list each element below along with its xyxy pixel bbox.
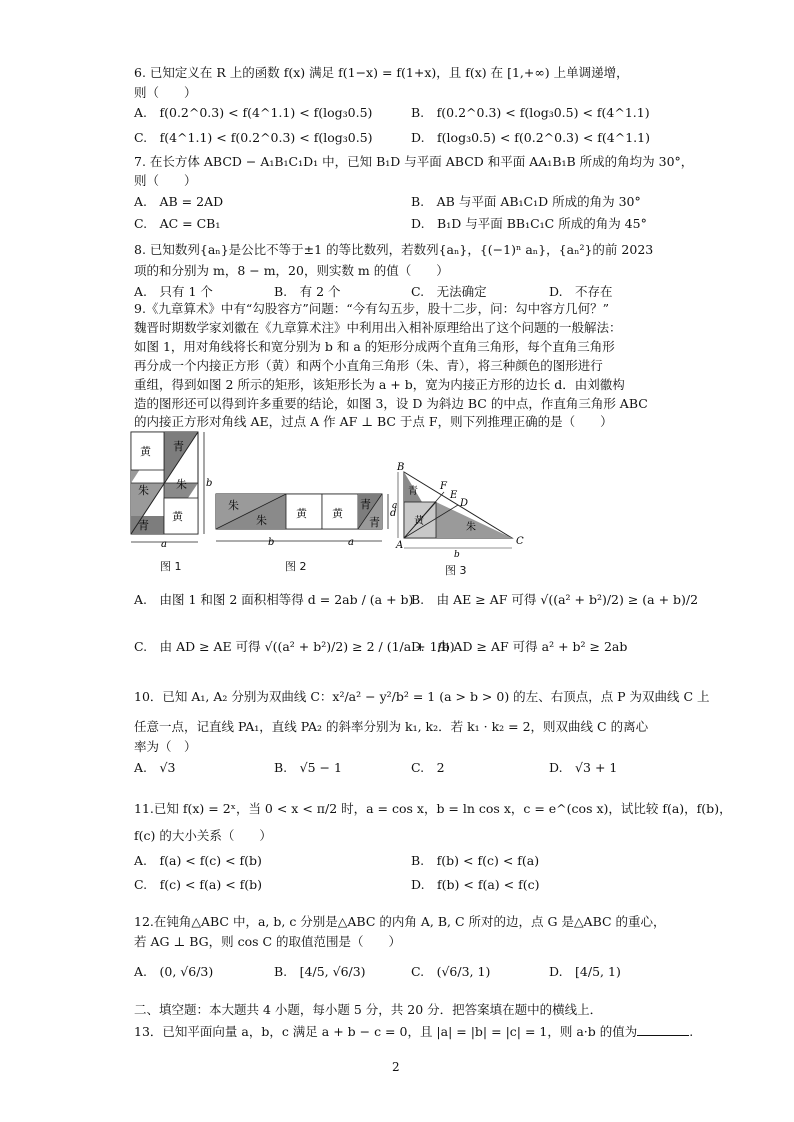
q13-text: 13．已知平面向量 a，b，c 满足 a + b − c = 0，且 |a| = |b| = |c| = 1，则 a·b 的值为 bbox=[134, 1024, 638, 1039]
fig1-label-qing-2: 青 bbox=[138, 519, 149, 532]
figure-2-caption: 图 2 bbox=[285, 560, 307, 573]
q9-line-7: 的内接正方形对角线 AE，过点 A 作 AF ⊥ BC 于点 F，则下列推理正确的是（ ） bbox=[134, 414, 613, 429]
fig3-point-f: F bbox=[440, 481, 447, 492]
q9-line-2: 魏晋时期数学家刘徽在《九章算术注》中利用出入相补原理给出了这个问题的一般解法： bbox=[134, 320, 622, 335]
fig3-label-b: b bbox=[454, 550, 460, 560]
q10-stem-2: 任意一点，记直线 PA₁，直线 PA₂ 的斜率分别为 k₁, k₂．若 k₁ · k₂ = 2，则双曲线 C 的离心 bbox=[134, 719, 649, 734]
fig2-label-b: b bbox=[268, 537, 275, 548]
q9-option-c: C. 由 AD ≥ AE 可得 √((a² + b²)/2) ≥ 2 / (1/a + 1/b) bbox=[134, 639, 455, 654]
fig2-label-d: d bbox=[390, 508, 396, 519]
q9-line-5: 重组，得到如图 2 所示的矩形，该矩形长为 a + b，宽为内接正方形的边长 d．由刘徽构 bbox=[134, 377, 625, 392]
fig3-label-a: a bbox=[392, 501, 398, 511]
fig3-point-e: E bbox=[450, 490, 458, 501]
q7-option-c: C. AC = CB₁ bbox=[134, 216, 221, 231]
q11-stem-2: f(c) 的大小关系（ ） bbox=[134, 828, 272, 843]
figure-2 bbox=[212, 490, 396, 550]
figure-3-caption: 图 3 bbox=[445, 564, 467, 577]
q11-option-b: B. f(b) < f(c) < f(a) bbox=[411, 853, 540, 868]
fig1-label-zhu-2: 朱 bbox=[176, 478, 187, 491]
q6-option-d: D. f(log₃0.5) < f(0.2^0.3) < f(4^1.1) bbox=[411, 130, 650, 145]
fig1-label-a: a bbox=[161, 539, 167, 548]
q10-option-c: C. 2 bbox=[411, 760, 445, 775]
fig3-point-a: A bbox=[396, 540, 404, 551]
q12-option-a: A. (0, √6/3) bbox=[134, 964, 214, 979]
q9-option-a: A. 由图 1 和图 2 面积相等得 d = 2ab / (a + b) bbox=[134, 592, 414, 607]
q10-option-b: B. √5 − 1 bbox=[274, 760, 342, 775]
figure-3 bbox=[392, 458, 530, 560]
q12-option-c: C. (√6/3, 1) bbox=[411, 964, 491, 979]
q12-option-d: D. [4/5, 1) bbox=[549, 964, 621, 979]
fig1-label-huang-2: 黄 bbox=[172, 510, 183, 523]
section-2-heading: 二、填空题：本大题共 4 小题，每小题 5 分，共 20 分．把答案填在题中的横线上． bbox=[134, 1002, 603, 1017]
fig2-label-a: a bbox=[348, 537, 354, 548]
q7-option-a: A. AB = 2AD bbox=[134, 194, 224, 209]
q7-option-d: D. B₁D 与平面 BB₁C₁C 所成的角为 45° bbox=[411, 216, 647, 231]
q12-option-b: B. [4/5, √6/3) bbox=[274, 964, 366, 979]
q7-stem-1: 7. 在长方体 ABCD − A₁B₁C₁D₁ 中，已知 B₁D 与平面 ABCD 和平面 AA₁B₁B 所成的角均为 30°， bbox=[134, 154, 694, 169]
q13-answer-blank[interactable] bbox=[637, 1023, 689, 1036]
q6-stem-2: 则（ ） bbox=[134, 85, 197, 100]
fig3-label-huang: 黄 bbox=[414, 516, 424, 527]
q11-stem-1: 11.已知 f(x) = 2ˣ，当 0 < x < π/2 时，a = cos x，b = ln cos x，c = e^(cos x)，试比较 f(a)，f(b)， bbox=[134, 801, 732, 816]
q8-option-d: D. 不存在 bbox=[549, 284, 613, 299]
q8-option-b: B. 有 2 个 bbox=[274, 284, 341, 299]
q9-line-6: 造的图形还可以得到许多重要的结论，如图 3，设 D 为斜边 BC 的中点，作直角三角形 ABC bbox=[134, 396, 648, 411]
q11-option-a: A. f(a) < f(c) < f(b) bbox=[134, 853, 262, 868]
q9-option-b: B. 由 AE ≥ AF 可得 √((a² + b²)/2) ≥ (a + b)/2 bbox=[411, 592, 699, 607]
fig3-point-c: C bbox=[516, 536, 524, 547]
figure-1 bbox=[126, 428, 216, 548]
q8-option-c: C. 无法确定 bbox=[411, 284, 487, 299]
q12-stem-2: 若 AG ⊥ BG，则 cos C 的取值范围是（ ） bbox=[134, 934, 402, 949]
q8-stem-1: 8. 已知数列{aₙ}是公比不等于±1 的等比数列，若数列{aₙ}，{(−1)ⁿ aₙ}，{aₙ²}的前 2023 bbox=[134, 242, 654, 257]
q13-end: . bbox=[689, 1024, 694, 1039]
q6-option-b: B. f(0.2^0.3) < f(log₃0.5) < f(4^1.1) bbox=[411, 105, 650, 120]
q11-option-c: C. f(c) < f(a) < f(b) bbox=[134, 877, 263, 892]
fig3-label-zhu: 朱 bbox=[466, 522, 476, 533]
fig2-label-qing-1: 青 bbox=[360, 498, 371, 511]
page-number: 2 bbox=[392, 1060, 400, 1074]
q8-option-a: A. 只有 1 个 bbox=[134, 284, 213, 299]
figure-1-caption: 图 1 bbox=[160, 560, 182, 573]
q9-line-1: 9.《九章算术》中有“勾股容方”问题：“今有勾五步，股十二步，问：勾中容方几何？” bbox=[134, 301, 609, 316]
q6-stem-1: 6. 已知定义在 R 上的函数 f(x) 满足 f(1−x) = f(1+x)，且 f(x) 在 [1,+∞) 上单调递增， bbox=[134, 65, 629, 80]
q10-option-d: D. √3 + 1 bbox=[549, 760, 618, 775]
q11-option-d: D. f(b) < f(a) < f(c) bbox=[411, 877, 540, 892]
q13-stem bbox=[134, 1023, 693, 1041]
fig1-label-qing-1: 青 bbox=[173, 440, 184, 453]
q6-option-c: C. f(4^1.1) < f(0.2^0.3) < f(log₃0.5) bbox=[134, 130, 373, 145]
fig3-point-b: B bbox=[397, 462, 405, 473]
q12-stem-1: 12.在钝角△ABC 中，a, b, c 分别是△ABC 的内角 A, B, C 所对的边，点 G 是△ABC 的重心， bbox=[134, 914, 666, 929]
q7-option-b: B. AB 与平面 AB₁C₁D 所成的角为 30° bbox=[411, 194, 641, 209]
q6-option-a: A. f(0.2^0.3) < f(4^1.1) < f(log₃0.5) bbox=[134, 105, 373, 120]
fig2-label-zhu-1: 朱 bbox=[228, 499, 239, 512]
fig1-label-b: b bbox=[206, 478, 213, 489]
fig3-label-qing: 青 bbox=[408, 486, 418, 497]
q7-stem-2: 则（ ） bbox=[134, 173, 197, 188]
fig3-point-d: D bbox=[460, 498, 469, 509]
q10-stem-3: 率为（ ） bbox=[134, 739, 197, 754]
fig1-label-huang-1: 黄 bbox=[140, 445, 151, 458]
q9-line-4: 再分成一个内接正方形（黄）和两个小直角三角形（朱、青），将三种颜色的图形进行 bbox=[134, 358, 603, 373]
fig2-label-huang-2: 黄 bbox=[332, 507, 343, 520]
fig2-label-qing-2: 青 bbox=[369, 516, 380, 529]
fig1-label-zhu-1: 朱 bbox=[138, 484, 149, 497]
q10-option-a: A. √3 bbox=[134, 760, 176, 775]
fig2-label-zhu-2: 朱 bbox=[256, 514, 267, 527]
fig2-label-huang-1: 黄 bbox=[296, 507, 307, 520]
q10-stem-1: 10．已知 A₁, A₂ 分别为双曲线 C：x²/a² − y²/b² = 1 (a > b > 0) 的左、右顶点，点 P 为双曲线 C 上 bbox=[134, 689, 710, 704]
q8-stem-2: 项的和分别为 m，8 − m，20，则实数 m 的值（ ） bbox=[134, 263, 449, 278]
q9-option-d: D. 由 AD ≥ AF 可得 a² + b² ≥ 2ab bbox=[411, 639, 628, 654]
q9-line-3: 如图 1，用对角线将长和宽分别为 b 和 a 的矩形分成两个直角三角形，每个直角三角形 bbox=[134, 339, 615, 354]
